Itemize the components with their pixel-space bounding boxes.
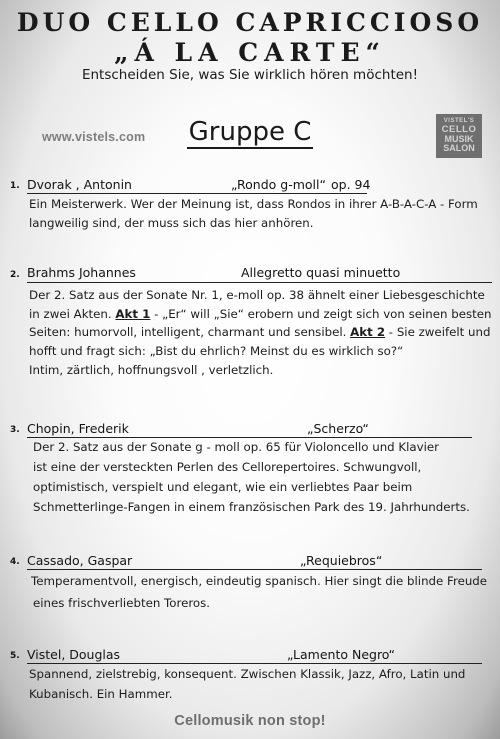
- composer-name: Chopin, Frederik: [27, 421, 129, 436]
- piece-title: „Scherzo“: [307, 421, 369, 436]
- item-line: Der 2. Satz aus der Sonate g - moll op. 65 für Violoncello und Klavier: [33, 440, 440, 454]
- piece-title: „Rondo g-moll“: [231, 177, 326, 192]
- item-line: in zwei Akten. Akt 1 - „Er“ will „Sie“ erobern und zeigt sich von seinen besten: [29, 307, 492, 321]
- composer-name: Dvorak , Antonin: [27, 177, 132, 192]
- divider: [27, 193, 367, 194]
- item-line: langweilig sind, der muss sich das hier anhören.: [29, 216, 314, 230]
- item-number: 1.: [10, 181, 20, 191]
- item-line: Spannend, zielstrebig, konsequent. Zwischen Klassik, Jazz, Afro, Latin und: [29, 667, 466, 681]
- item-number: 2.: [10, 270, 20, 280]
- divider: [27, 663, 482, 664]
- title-a-la-carte: „Á LA CARTE“: [114, 38, 386, 67]
- composer-name: Cassado, Gaspar: [27, 553, 133, 568]
- main-title: DUO CELLO CAPRICCIOSO: [16, 8, 484, 37]
- item-line: eines frischverliebten Toreros.: [33, 596, 211, 610]
- composer-name: Vistel, Douglas: [27, 647, 121, 662]
- subtitle: Entscheiden Sie, was Sie wirklich hören möchten!: [81, 67, 419, 83]
- group-title: Gruppe C: [188, 117, 312, 147]
- cello-musik-salon-logo: VISTEL'S CELLO MUSIK SALON: [436, 114, 482, 158]
- item-line: optimistisch, verspielt und elegant, wie ein verliebtes Paar beim: [33, 480, 413, 494]
- piece-title: Allegretto quasi minuetto: [241, 265, 401, 280]
- piece-title: „Lamento Negro“: [287, 647, 396, 662]
- item-number: 3.: [10, 425, 20, 435]
- item-number: 5.: [10, 651, 20, 661]
- item-line: Intim, zärtlich, hoffnungsvoll , verletzlich.: [29, 363, 274, 377]
- item-line: Ein Meisterwerk. Wer der Meinung ist, dass Rondos in ihrer A-B-A-C-A - Form: [29, 197, 478, 211]
- item-number: 4.: [10, 557, 20, 567]
- opus-number: op. 94: [331, 177, 371, 192]
- composer-name: Brahms Johannes: [27, 265, 136, 280]
- divider: [27, 282, 492, 283]
- akt-2-label: Akt 2: [350, 325, 386, 339]
- akt-1-label: Akt 1: [115, 307, 151, 321]
- item-line: Der 2. Satz aus der Sonate Nr. 1, e-moll op. 38 ähnelt einer Liebesgeschichte: [29, 288, 485, 302]
- item-line: ist eine der versteckten Perlen des Cellorepertoires. Schwungvoll,: [33, 460, 422, 474]
- divider: [27, 569, 482, 570]
- footer-tagline: Cellomusik non stop!: [174, 713, 326, 729]
- website-link[interactable]: www.vistels.com: [42, 130, 146, 144]
- piece-title: „Requiebros“: [300, 553, 383, 568]
- item-line: Temperamentvoll, energisch, eindeutig spanisch. Hier singt die blinde Freude: [31, 574, 488, 588]
- item-line: hofft und fragt sich: „Bist du ehrlich? Meinst du es wirklich so?“: [29, 344, 404, 358]
- item-line: Seiten: humorvoll, intelligent, charmant und sensibel. Akt 2 - Sie zweifelt und: [29, 325, 491, 339]
- item-line: Kubanisch. Ein Hammer.: [29, 687, 173, 701]
- item-line: Schmetterlinge-Fangen in einem französischen Park des 19. Jahrhunderts.: [33, 500, 470, 514]
